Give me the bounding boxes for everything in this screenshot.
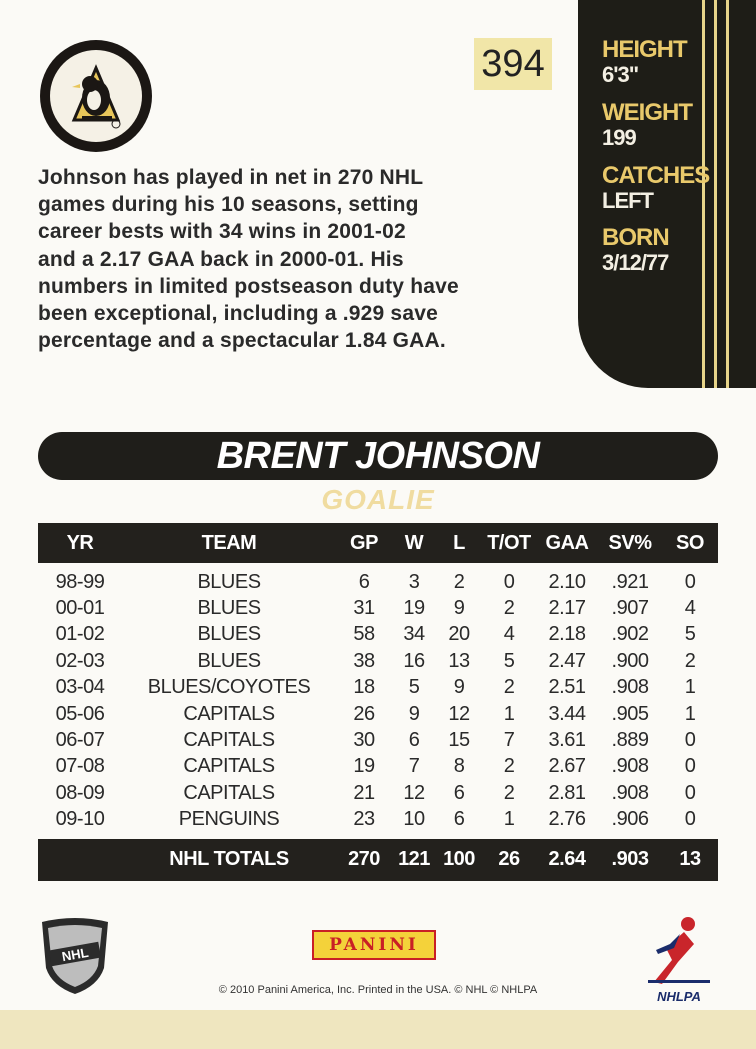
table-cell: 34: [403, 623, 425, 646]
table-cell: 7: [408, 755, 420, 778]
table-cell: 0: [684, 755, 696, 778]
table-cell: 10: [403, 808, 425, 831]
table-cell: .902: [611, 623, 649, 646]
table-cell: 16: [403, 649, 425, 672]
table-cell: 8: [453, 755, 465, 778]
table-cell: BLUES: [197, 649, 261, 672]
table-cell: .907: [611, 597, 649, 620]
table-cell: 2.64: [536, 839, 598, 881]
table-cell: 6: [358, 570, 370, 593]
table-cell: CAPITALS: [183, 702, 275, 725]
panini-logo: PANINI: [312, 930, 436, 960]
table-cell: 21: [353, 781, 375, 804]
table-cell: 15: [448, 729, 470, 752]
table-cell: 4: [503, 623, 515, 646]
table-cell: 6: [408, 729, 420, 752]
table-cell: 5: [684, 623, 696, 646]
table-cell: 20: [448, 623, 470, 646]
table-cell: BLUES/COYOTES: [147, 676, 311, 699]
table-row: [38, 595, 718, 621]
table-cell: 0: [684, 781, 696, 804]
table-cell: .908: [611, 755, 649, 778]
bio-label: HEIGHT: [602, 36, 687, 63]
table-cell: 13: [448, 649, 470, 672]
table-cell: 1: [684, 676, 696, 699]
table-cell: 3: [408, 570, 420, 593]
table-cell: 26: [482, 839, 536, 881]
table-cell: 26: [353, 702, 375, 725]
table-cell: .903: [598, 839, 662, 881]
table-cell: 1: [503, 808, 515, 831]
table-cell: 09-10: [55, 808, 105, 831]
table-cell: 0: [684, 570, 696, 593]
table-cell: .900: [611, 649, 649, 672]
table-cell: CAPITALS: [183, 729, 275, 752]
table-cell: 3.61: [548, 729, 586, 752]
blurb-line: career bests with 34 wins in 2001-02: [38, 220, 406, 244]
table-cell: 100: [436, 839, 482, 881]
table-cell: 0: [503, 570, 515, 593]
table-cell: .921: [611, 570, 649, 593]
table-cell: .908: [611, 676, 649, 699]
table-cell: 2.81: [548, 781, 586, 804]
column-header: GAA: [536, 523, 598, 563]
table-cell: CAPITALS: [183, 781, 275, 804]
table-cell: 31: [353, 597, 375, 620]
blurb-line: and a 2.17 GAA back in 2000-01. His: [38, 247, 404, 271]
nhlpa-label: NHLPA: [657, 989, 701, 1004]
table-cell: 2: [503, 755, 515, 778]
table-cell: 18: [353, 676, 375, 699]
table-cell: 2: [503, 597, 515, 620]
table-cell: .905: [611, 702, 649, 725]
card-number: 394: [474, 38, 552, 90]
column-header: SO: [662, 523, 718, 563]
table-cell: BLUES: [197, 623, 261, 646]
column-header: YR: [38, 523, 122, 563]
table-cell: 2.17: [548, 597, 586, 620]
table-cell: 13: [662, 839, 718, 881]
table-cell: 58: [353, 623, 375, 646]
column-header: L: [436, 523, 482, 563]
table-cell: 19: [353, 755, 375, 778]
bio-catches: [602, 163, 709, 213]
table-cell: 0: [684, 808, 696, 831]
table-cell: 2: [503, 676, 515, 699]
bio-height: [602, 37, 687, 87]
table-cell: 4: [684, 597, 696, 620]
table-cell: 07-08: [55, 755, 105, 778]
table-row: [38, 780, 718, 806]
player-blurb: [38, 164, 528, 354]
table-cell: 08-09: [55, 781, 105, 804]
penguins-logo-icon: [40, 40, 152, 152]
table-cell: 9: [453, 676, 465, 699]
stats-header-row: [38, 523, 718, 563]
table-cell: 1: [503, 702, 515, 725]
table-cell: PENGUINS: [178, 808, 280, 831]
player-name: BRENT JOHNSON: [38, 432, 718, 480]
career-stats-table: [38, 523, 718, 881]
bio-label: BORN: [602, 224, 669, 251]
bio-value: LEFT: [602, 188, 653, 213]
table-cell: 7: [503, 729, 515, 752]
blurb-line: Johnson has played in net in 270 NHL: [38, 166, 424, 189]
table-row: [38, 563, 718, 595]
table-cell: 2.18: [548, 623, 586, 646]
column-header: TEAM: [122, 523, 336, 563]
table-cell: 1: [684, 702, 696, 725]
table-cell: 2.76: [548, 808, 586, 831]
table-cell: [38, 839, 122, 881]
table-cell: 5: [503, 649, 515, 672]
player-bio-panel: [578, 0, 756, 388]
stats-body: [38, 563, 718, 839]
table-cell: 00-01: [55, 597, 105, 620]
table-row: [38, 622, 718, 648]
player-position: GOALIE: [321, 484, 435, 515]
table-cell: 05-06: [55, 702, 105, 725]
table-cell: 01-02: [55, 623, 105, 646]
decorative-stripe: [714, 0, 717, 388]
table-row: [38, 807, 718, 839]
table-cell: 9: [408, 702, 420, 725]
bio-weight: [602, 100, 692, 150]
table-cell: 03-04: [55, 676, 105, 699]
card-edge-strip: [0, 1010, 756, 1049]
table-cell: 2.51: [548, 676, 586, 699]
table-cell: 0: [684, 729, 696, 752]
copyright-text: © 2010 Panini America, Inc. Printed in the USA. © NHL © NHLPA: [218, 984, 538, 996]
table-cell: 12: [403, 781, 425, 804]
table-cell: 9: [453, 597, 465, 620]
table-cell: 38: [353, 649, 375, 672]
table-cell: 2: [453, 570, 465, 593]
decorative-stripe: [726, 0, 729, 388]
table-cell: NHL TOTALS: [122, 839, 336, 881]
blurb-line: numbers in limited postseason duty have: [38, 274, 459, 298]
table-cell: 121: [392, 839, 436, 881]
table-cell: 270: [336, 839, 392, 881]
bio-value: 6'3": [602, 62, 639, 87]
blurb-line: been exceptional, including a .929 save: [38, 302, 438, 326]
table-cell: CAPITALS: [183, 755, 275, 778]
table-cell: 23: [353, 808, 375, 831]
table-cell: .889: [611, 729, 649, 752]
column-header: T/OT: [482, 523, 536, 563]
table-cell: 2.47: [548, 649, 586, 672]
table-cell: 12: [448, 702, 470, 725]
bio-label: CATCHES: [602, 162, 710, 189]
table-row: [38, 701, 718, 727]
blurb-line: percentage and a spectacular 1.84 GAA.: [38, 329, 446, 353]
table-cell: 5: [408, 676, 420, 699]
table-cell: 6: [453, 781, 465, 804]
table-cell: 3.44: [548, 702, 586, 725]
bio-value: 199: [602, 125, 636, 150]
svg-text:NHL: NHL: [60, 944, 90, 965]
table-cell: .906: [611, 808, 649, 831]
column-header: SV%: [598, 523, 662, 563]
column-header: W: [392, 523, 436, 563]
table-cell: 06-07: [55, 729, 105, 752]
bio-label: WEIGHT: [602, 99, 692, 126]
table-cell: 02-03: [55, 649, 105, 672]
table-cell: .908: [611, 781, 649, 804]
table-cell: 2: [503, 781, 515, 804]
bio-value: 3/12/77: [602, 250, 669, 275]
table-row: [38, 754, 718, 780]
table-cell: 2.67: [548, 755, 586, 778]
table-row: [38, 727, 718, 753]
table-cell: BLUES: [197, 570, 261, 593]
table-cell: 6: [453, 808, 465, 831]
table-cell: 98-99: [55, 570, 105, 593]
table-cell: 30: [353, 729, 375, 752]
table-cell: 2.10: [548, 570, 586, 593]
bio-born: [602, 225, 669, 275]
table-cell: 19: [403, 597, 425, 620]
column-header: GP: [336, 523, 392, 563]
table-cell: 2: [684, 649, 696, 672]
table-cell: BLUES: [197, 597, 261, 620]
table-row: [38, 675, 718, 701]
blurb-line: games during his 10 seasons, setting: [38, 193, 419, 217]
table-row: [38, 648, 718, 674]
totals-row: [38, 839, 718, 881]
